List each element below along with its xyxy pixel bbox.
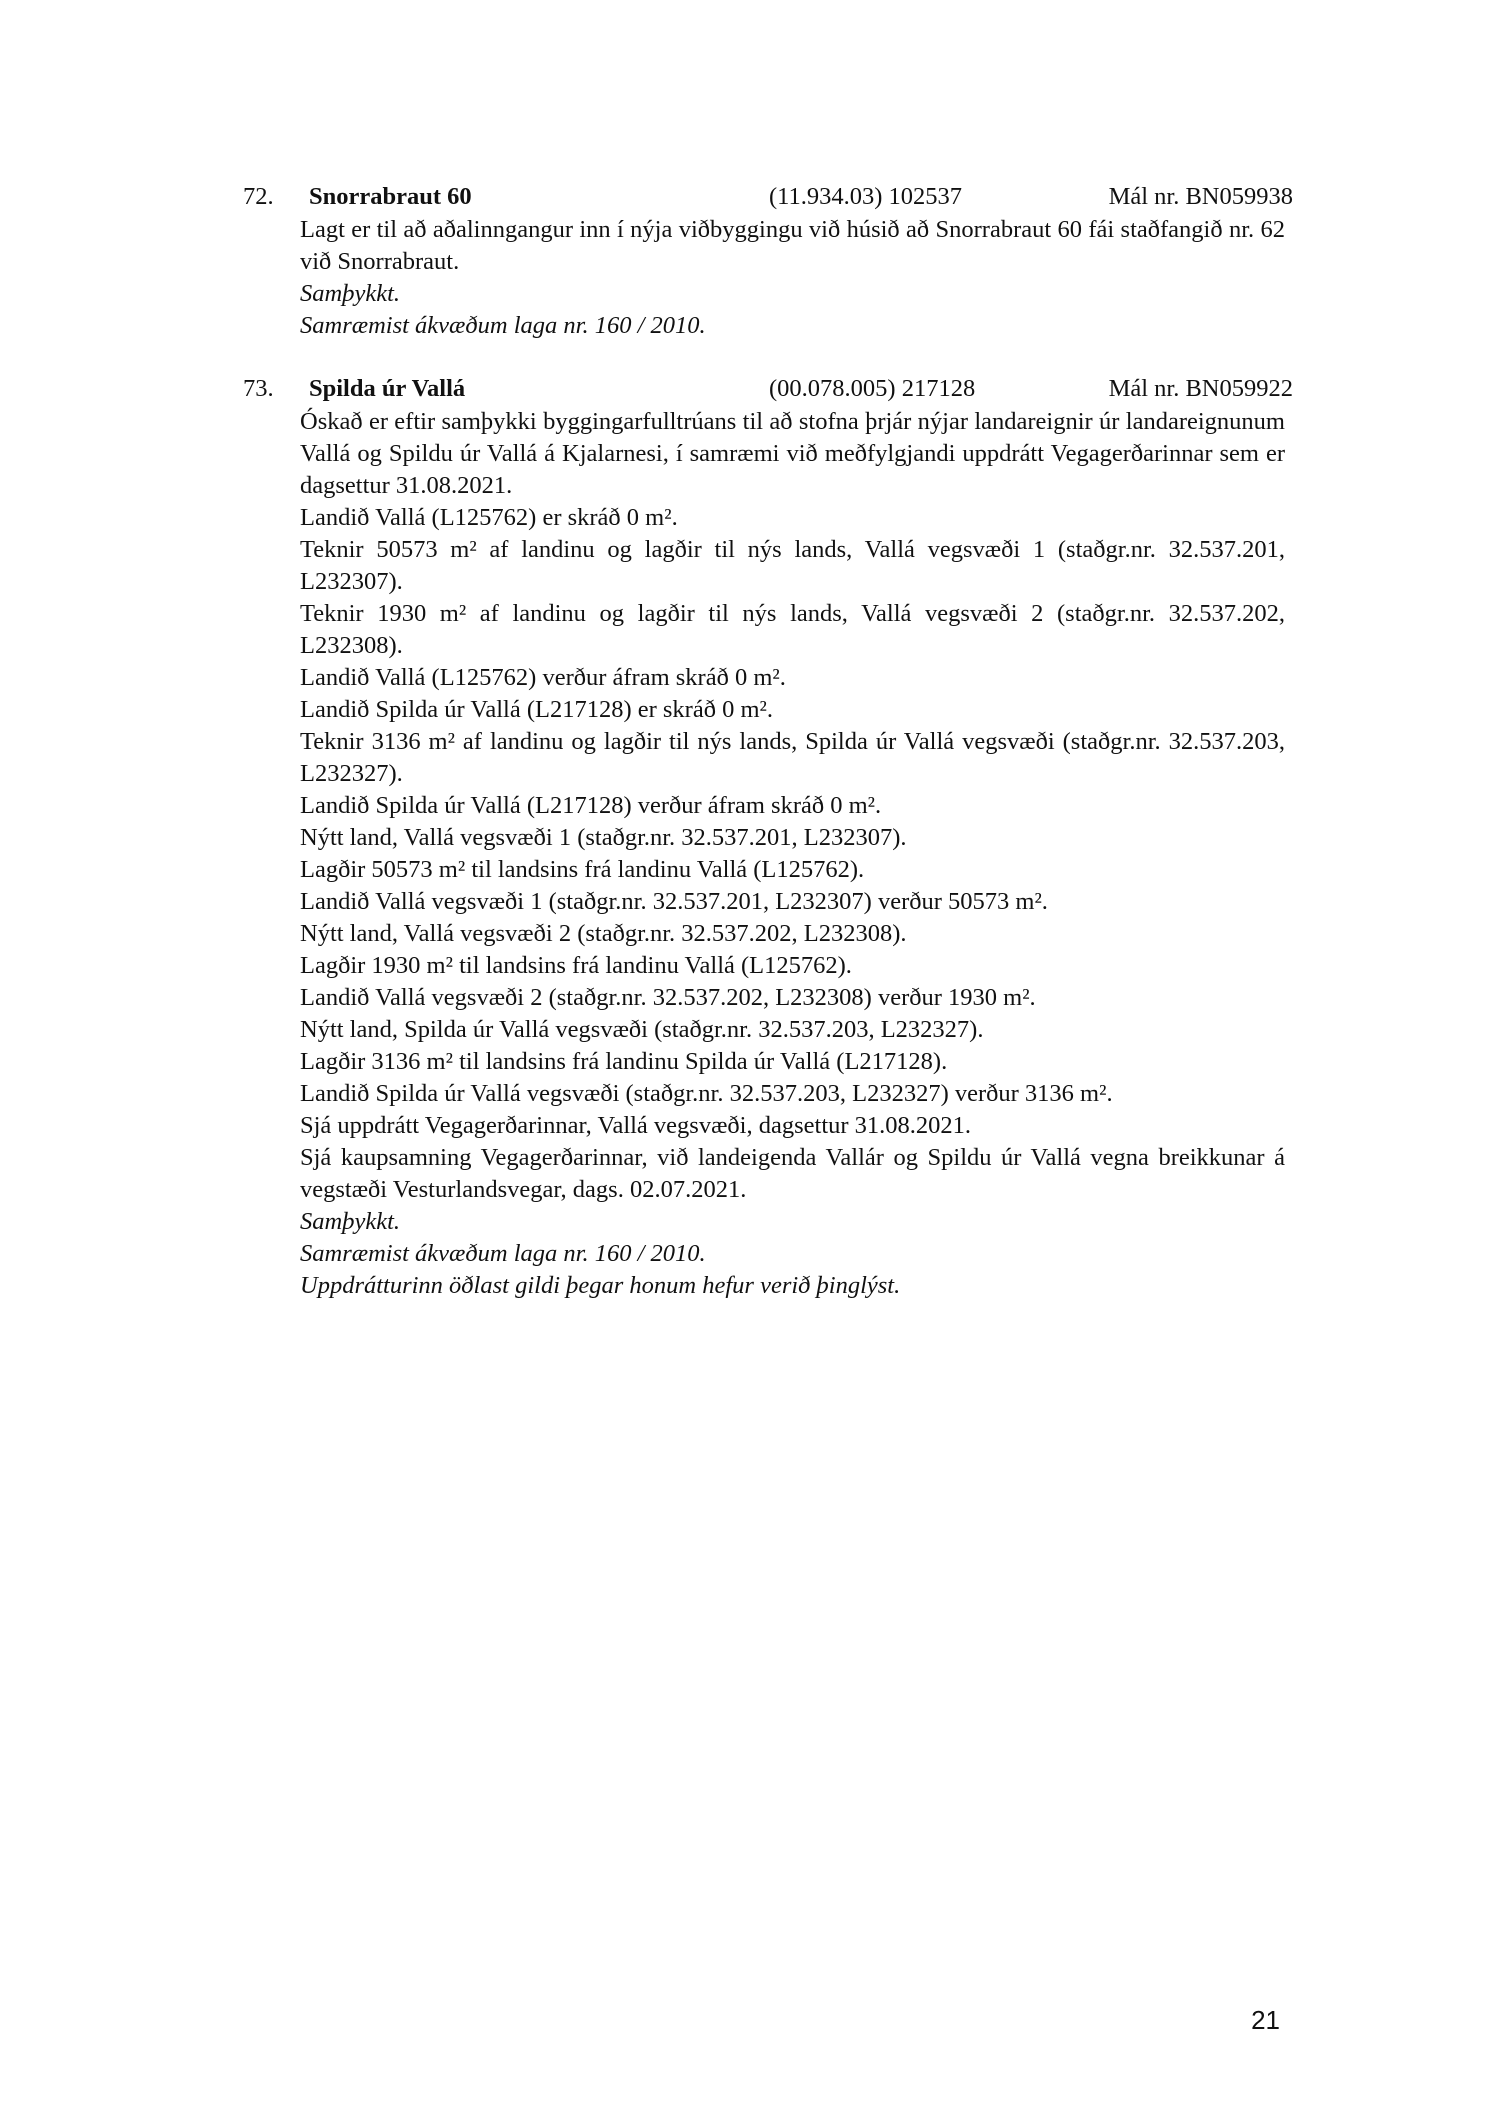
- law-note: Samræmist ákvæðum laga nr. 160 / 2010.: [300, 312, 706, 339]
- property-reference: (11.934.03) 102537: [769, 183, 963, 210]
- case-paragraph: Landið Spilda úr Vallá (L217128) verður áfram skráð 0 m².: [300, 792, 882, 819]
- case-number: 72.: [243, 183, 274, 210]
- case-id: Mál nr. BN059938: [1108, 183, 1293, 210]
- case-paragraph: Teknir 1930 m² af landinu og lagðir til nýs lands, Vallá vegsvæði 2 (staðgr.nr. 32.537.202, L232308).: [300, 600, 1285, 659]
- page-number: 21: [1251, 2005, 1280, 2035]
- case-paragraph: Teknir 50573 m² af landinu og lagðir til nýs lands, Vallá vegsvæði 1 (staðgr.nr. 32.537.201, L232307).: [300, 536, 1285, 595]
- case-paragraph: Óskað er eftir samþykki byggingarfulltrúans til að stofna þrjár nýjar landareignir úr landareignunum Vallá og Spildu úr Vallá á Kjalarnesi, í samræmi við meðfylgjandi uppdrátt Vegagerðarinnar sem er dagsettur 31.08.2021.: [300, 408, 1285, 499]
- case-number: 73.: [243, 375, 274, 402]
- case-73: [243, 372, 1293, 1302]
- decision-text: Samþykkt.: [300, 1208, 400, 1235]
- case-body: [300, 214, 1285, 342]
- case-paragraph: Landið Spilda úr Vallá vegsvæði (staðgr.nr. 32.537.203, L232327) verður 3136 m².: [300, 1080, 1113, 1107]
- case-body: [300, 406, 1285, 1302]
- case-paragraph: Teknir 3136 m² af landinu og lagðir til nýs lands, Spilda úr Vallá vegsvæði (staðgr.nr. 32.537.203, L232327).: [300, 728, 1285, 787]
- case-paragraph: Sjá kaupsamning Vegagerðarinnar, við landeigenda Vallár og Spildu úr Vallá vegna breikkunar á vegstæði Vesturlandsvegar, dags. 02.07.2021.: [300, 1144, 1285, 1203]
- case-paragraph: Landið Vallá (L125762) er skráð 0 m².: [300, 504, 678, 531]
- decision-text: Samþykkt.: [300, 280, 400, 307]
- law-note: Samræmist ákvæðum laga nr. 160 / 2010.: [300, 1240, 706, 1267]
- case-72: [243, 180, 1293, 342]
- case-paragraph: Landið Vallá vegsvæði 1 (staðgr.nr. 32.537.201, L232307) verður 50573 m².: [300, 888, 1048, 915]
- case-title: Spilda úr Vallá: [309, 375, 466, 402]
- case-id: Mál nr. BN059922: [1108, 375, 1293, 402]
- case-paragraph: Landið Vallá vegsvæði 2 (staðgr.nr. 32.537.202, L232308) verður 1930 m².: [300, 984, 1036, 1011]
- case-paragraph: Landið Vallá (L125762) verður áfram skráð 0 m².: [300, 664, 786, 691]
- case-title: Snorrabraut 60: [309, 183, 472, 210]
- case-paragraph: Nýtt land, Vallá vegsvæði 1 (staðgr.nr. 32.537.201, L232307).: [300, 824, 907, 851]
- case-paragraph: Landið Spilda úr Vallá (L217128) er skráð 0 m².: [300, 696, 773, 723]
- case-header: [243, 180, 1293, 214]
- case-paragraph: Lagðir 1930 m² til landsins frá landinu Vallá (L125762).: [300, 952, 852, 979]
- case-paragraph: Nýtt land, Spilda úr Vallá vegsvæði (staðgr.nr. 32.537.203, L232327).: [300, 1016, 984, 1043]
- law-note: Uppdrátturinn öðlast gildi þegar honum hefur verið þinglýst.: [300, 1272, 901, 1299]
- case-paragraph: Sjá uppdrátt Vegagerðarinnar, Vallá vegsvæði, dagsettur 31.08.2021.: [300, 1112, 972, 1139]
- case-paragraph: Lagðir 50573 m² til landsins frá landinu Vallá (L125762).: [300, 856, 865, 883]
- case-header: [243, 372, 1293, 406]
- case-paragraph: Lagðir 3136 m² til landsins frá landinu Spilda úr Vallá (L217128).: [300, 1048, 948, 1075]
- case-paragraph: Nýtt land, Vallá vegsvæði 2 (staðgr.nr. 32.537.202, L232308).: [300, 920, 907, 947]
- case-paragraph: Lagt er til að aðalinngangur inn í nýja viðbyggingu við húsið að Snorrabraut 60 fái staðfangið nr. 62 við Snorrabraut.: [300, 216, 1285, 275]
- property-reference: (00.078.005) 217128: [769, 375, 976, 402]
